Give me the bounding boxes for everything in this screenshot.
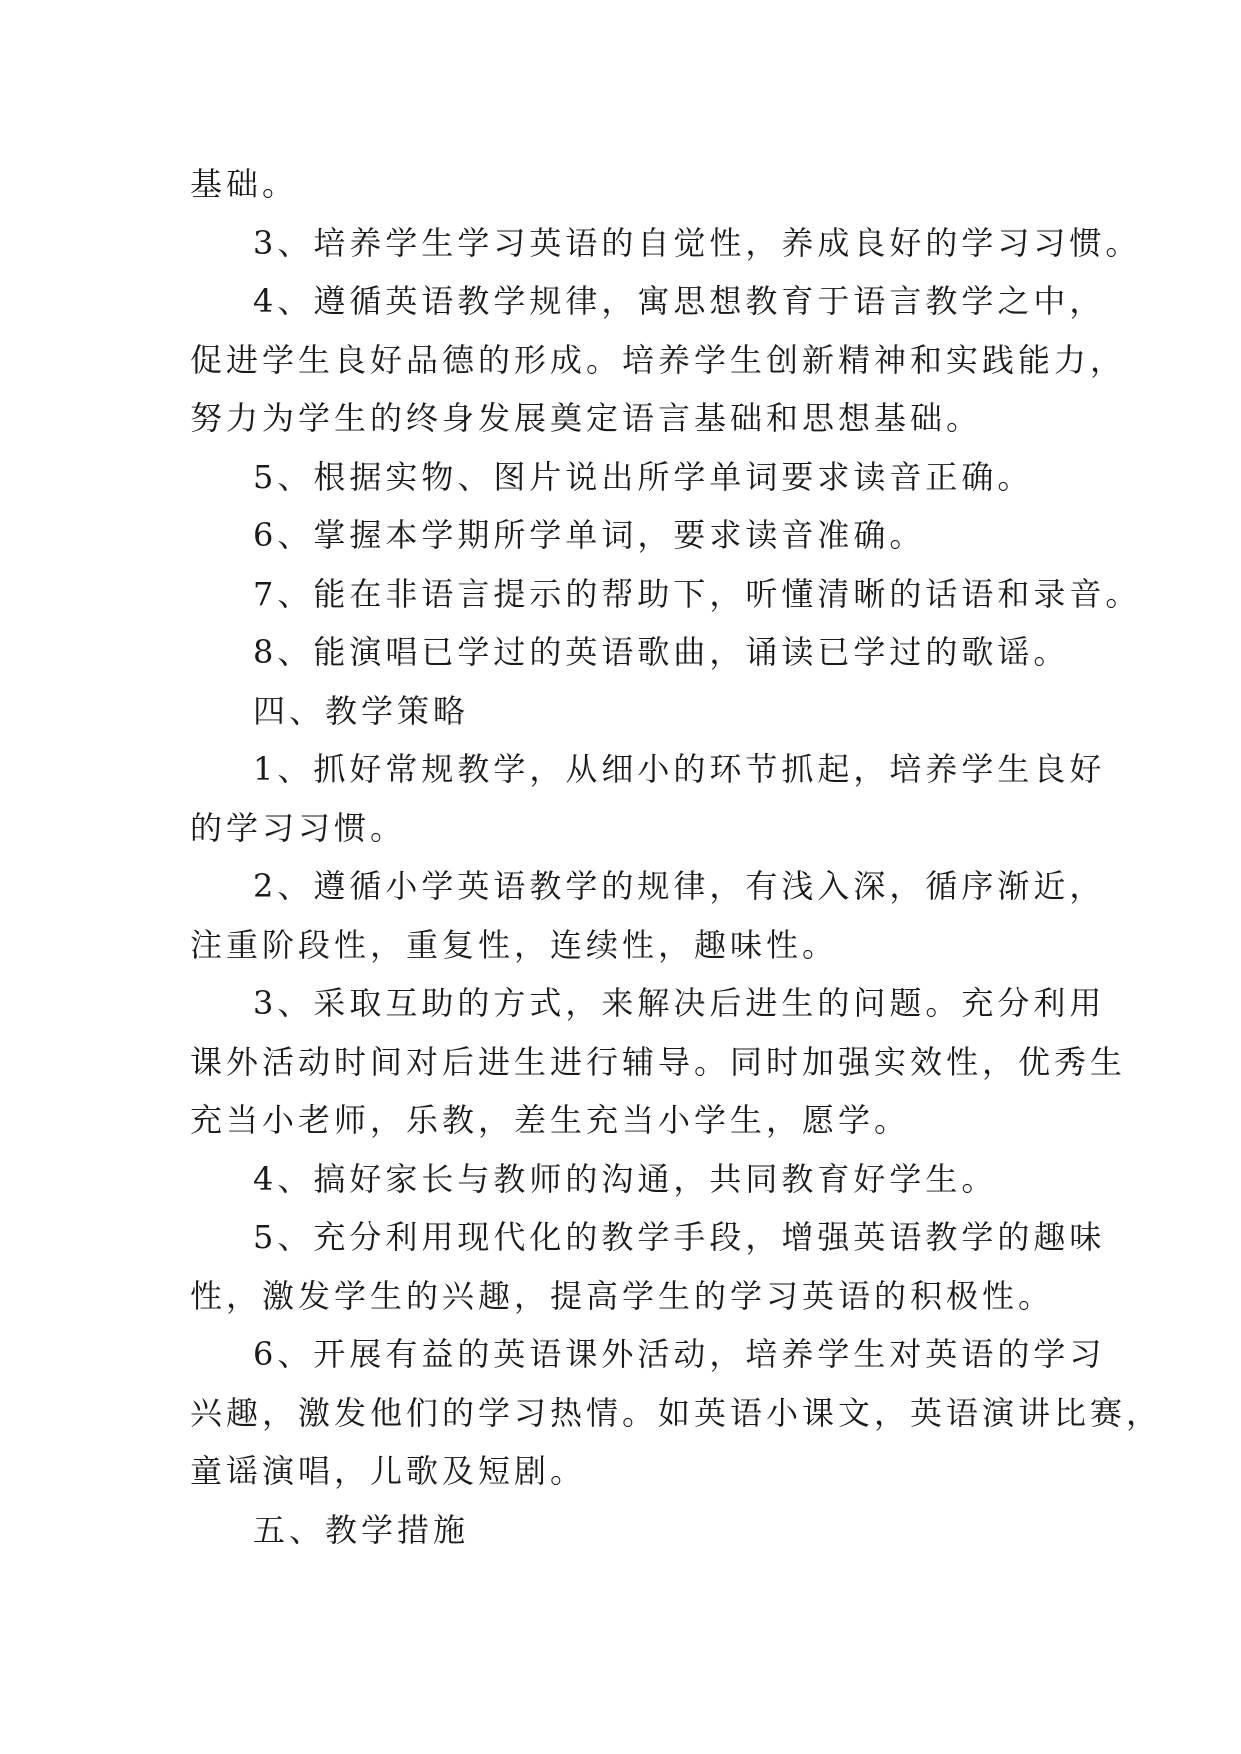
strategy-3-line-3: 充当小老师，乐教，差生充当小学生，愿学。 — [190, 1101, 911, 1139]
goal-4-line-3: 努力为学生的终身发展奠定语言基础和思想基础。 — [190, 399, 983, 437]
goal-6-line: 6、掌握本学期所学单词，要求读音准确。 — [253, 516, 926, 554]
goal-8-line: 8、能演唱已学过的英语歌曲，诵读已学过的歌谣。 — [253, 633, 1070, 671]
section-heading-strategy: 四、教学策略 — [253, 691, 470, 730]
strategy-6-line-2: 兴趣，激发他们的学习热情。如英语小课文，英语演讲比赛， — [190, 1393, 1163, 1432]
strategy-3-line-2: 课外活动时间对后进生进行辅导。同时加强实效性，优秀生 — [190, 1042, 1127, 1081]
document-body — [190, 155, 1163, 1559]
goal-5-line: 5、根据实物、图片说出所学单词要求读音正确。 — [253, 457, 1034, 496]
goal-4-line-1: 4、遵循英语教学规律，寓思想教育于语言教学之中， — [253, 282, 1106, 320]
strategy-4-line: 4、搞好家长与教师的沟通，共同教育好学生。 — [253, 1159, 998, 1198]
strategy-5-line-2: 性，激发学生的兴趣，提高学生的学习英语的积极性。 — [190, 1276, 1055, 1315]
strategy-3-line-1: 3、采取互助的方式，来解决后进生的问题。充分利用 — [253, 984, 1106, 1022]
goal-3-line: 3、培养学生学习英语的自觉性，养成良好的学习习惯。 — [253, 223, 1142, 262]
strategy-2-line-2: 注重阶段性，重复性，连续性，趣味性。 — [190, 925, 839, 964]
goal-4-line-2: 促进学生良好品德的形成。培养学生创新精神和实践能力， — [190, 340, 1127, 379]
section-heading-measures: 五、教学措施 — [253, 1510, 470, 1549]
strategy-5-line-1: 5、充分利用现代化的教学手段，增强英语教学的趣味 — [253, 1218, 1106, 1256]
strategy-6-line-1: 6、开展有益的英语课外活动，培养学生对英语的学习 — [253, 1335, 1106, 1373]
goal-7-line: 7、能在非语言提示的帮助下，听懂清晰的话语和录音。 — [253, 574, 1142, 613]
text-line-1: 基础。 — [190, 165, 299, 203]
strategy-6-line-3: 童谣演唱，儿歌及短剧。 — [190, 1452, 587, 1490]
strategy-2-line-1: 2、遵循小学英语教学的规律，有浅入深，循序渐近， — [253, 867, 1106, 905]
strategy-1-line-2: 的学习习惯。 — [190, 808, 407, 847]
strategy-1-line-1: 1、抓好常规教学，从细小的环节抓起，培养学生良好 — [253, 750, 1106, 788]
